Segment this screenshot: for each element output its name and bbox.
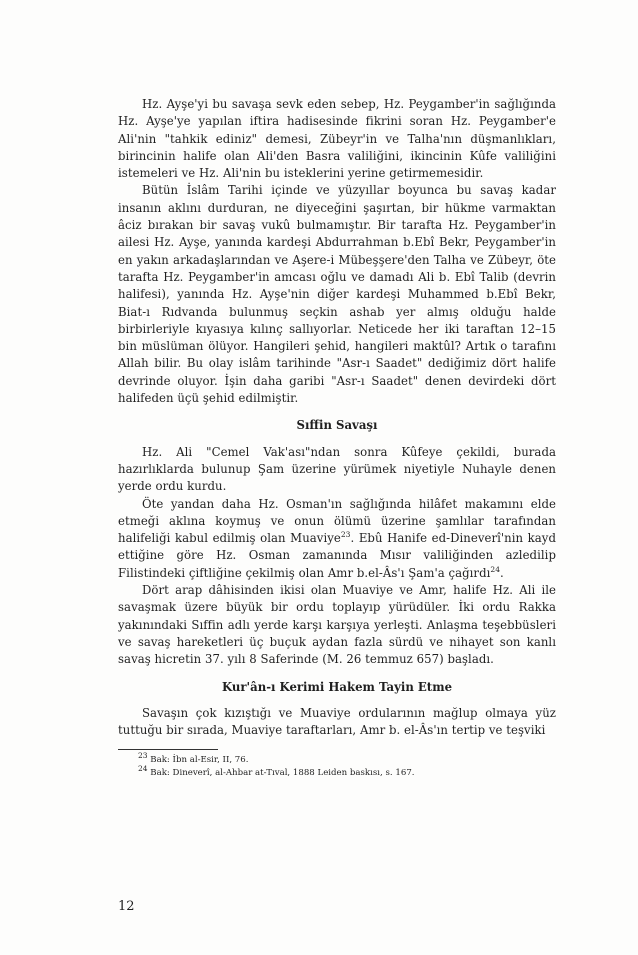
heading-siffin: Sıffin Savaşı	[296, 418, 378, 433]
heading-kuran-hakem: Kur'ân-ı Kerimi Hakem Tayin Etme	[221, 679, 453, 694]
paragraph-cemel-cause: Hz. Ayşe'yi bu savaşa sevk eden sebep, Hz. Peygamber'in sağlığında Hz. Ayşe'ye yapılan iftira hadisesinde fikrini soran Hz. Peygamber'e Ali'nin "tahkik ediniz" demesi, Zübeyr'in ve Talha'nın düşmanlıkları, birincinin halife olan Ali'den Basra valiliğini, ikincinin Kûfe valiliğini istemeleri ve Hz. Ali'nin bu isteklerini yerine getirmemesidir.	[118, 97, 556, 181]
paragraph-siffin-3: Dört arap dâhisinden ikisi olan Muaviye ve Amr, halife Hz. Ali ile savaşmak üzere büyük bir ordu toplayıp yürüdüler. İki ordu Rakka yakınındaki Sıffin adlı yerde karşı karşıya yerleşti. Anlaşma teşebbüsleri ve savaş hareketleri üç buçuk aydan fazla sürdü ve nihayet son kanlı savaş hicretin 37. yılı 8 Saferinde (M. 26 temmuz 657) başladı.	[118, 583, 556, 667]
page-number: 12	[118, 899, 135, 914]
footnote-ref-24[interactable]: 24	[490, 564, 501, 574]
paragraph-siffin-2: Öte yandan daha Hz. Osman'ın sağlığında hilâfet makamını elde etmeği aklına koymuş ve onun ölümü üzerine şamlılar tarafından halifeliği kabul edilmiş olan Muaviye$^{23}$. Ebû Hanife ed-Dineverî'nin kayd ettiğine göre Hz. Osman zamanında Mısır valiliğinden azledilip Filistindeki çiftliğine çekilmiş olan Amr b.el-Âs'ı Şam'a çağırdı$^{24}$.	[118, 496, 556, 580]
paragraph-siffin-1: Hz. Ali "Cemel Vak'ası"ndan sonra Kûfeye çekildi, burada hazırlıklarda bulunup Şam üzerine yürümek niyetiyle Nuhayle denen yerde ordu kurdu.	[118, 444, 556, 494]
footnote-23: $^{23}$ Bak: İbn al-Esir, II, 76.	[138, 751, 249, 766]
main-text	[118, 96, 556, 780]
paragraph-cemel-reflection: Bütün İslâm Tarihi içinde ve yüzyıllar boyunca bu savaş kadar insanın aklını durduran, ne diyeceğini şaşırtan, bir hükme varmaktan âciz bırakan bir savaş vukû bulmamıştır. Bir tarafta Hz. Peygamber'in ailesi Hz. Ayşe, yanında kardeşi Abdurrahman b.Ebî Bekr, Peygamber'in en yakın arkadaşlarından ve Aşere-i Mübeşşere'den Talha ve Zübeyr, öte tarafta Hz. Peygamber'in amcası oğlu ve damadı Ali b. Ebî Talib (devrin halifesi), yanında Hz. Ayşe'nin diğer kardeşi Muhammed b.Ebî Bekr, Biat-ı Rıdvanda bulunmuş seçkin ashab yer almış olduğu halde birbirleriyle kıyasıya kılınç sallıyorlar. Neticede her iki taraftan 12–15 bin müslüman ölüyor. Hangileri şehid, hangileri maktûl? Artık o tarafını Allah bilir. Bu olay islâm tarihinde "Asr-ı Saadet" dediğimiz dört halife devrinde oluyor. İşin daha garibi "Asr-ı Saadet" denen devirdeki dört halifeden üçü şehid edilmiştir.	[118, 183, 556, 406]
paragraph-kuran-1: Savaşın çok kızıştığı ve Muaviye ordularının mağlup olmaya yüz tuttuğu bir sırada, Muaviye taraftarları, Amr b. el-Âs'ın tertip ve teşviki	[118, 705, 556, 738]
footnote-ref-23[interactable]: 23	[340, 530, 351, 540]
footnotes	[118, 749, 556, 780]
footnote-24: $^{24}$ Bak: Dineverî, al-Ahbar at-Tıval, 1888 Leiden baskısı, s. 167.	[138, 764, 415, 779]
footnote-divider	[118, 749, 218, 750]
